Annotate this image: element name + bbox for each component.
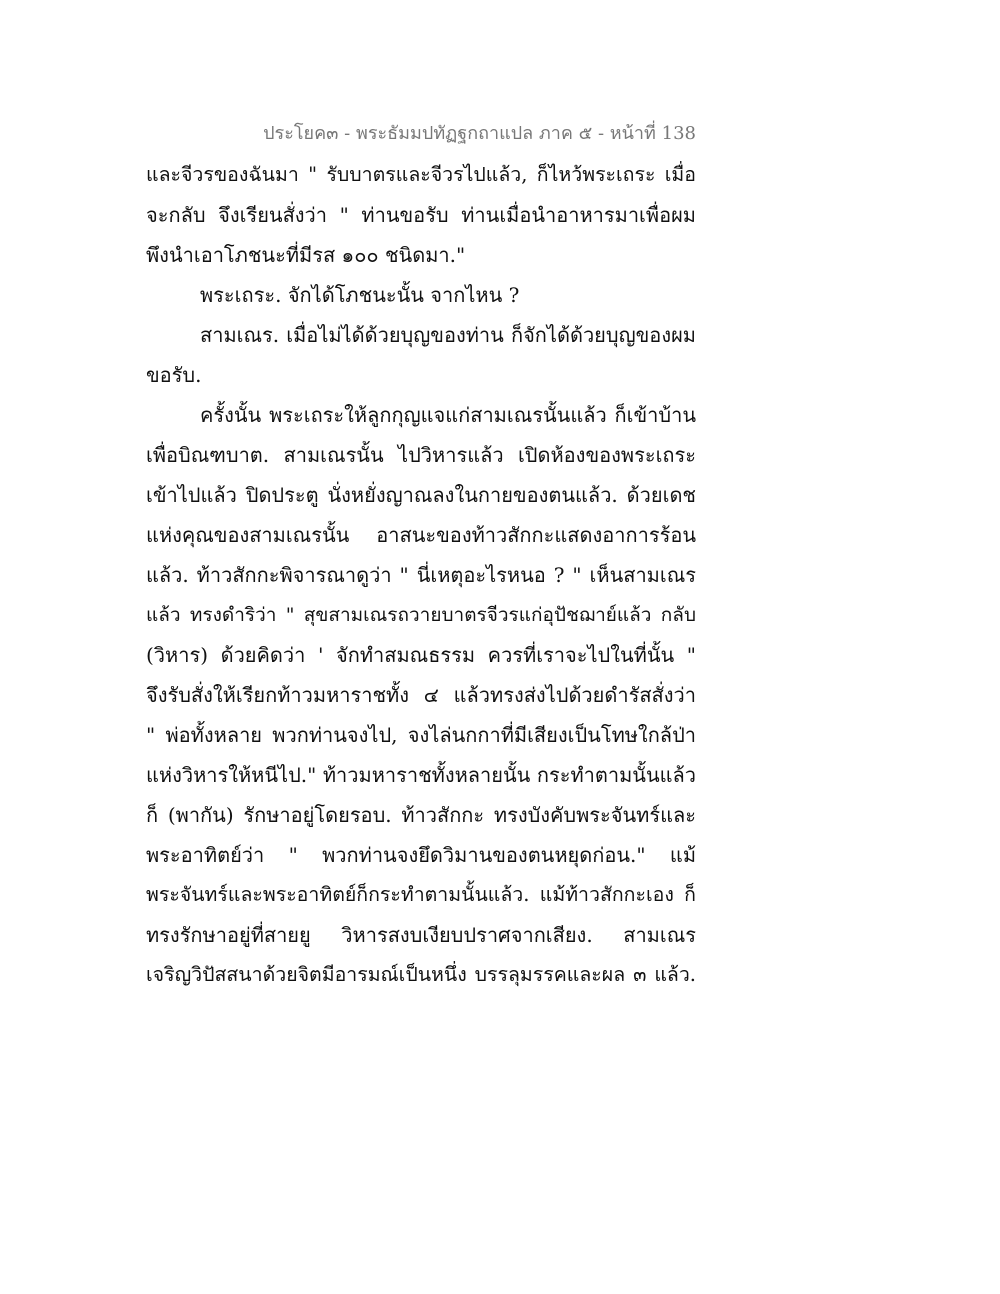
text-line: แห่งวิหารให้หนีไป." ท้าวมหาราชทั้งหลายนั้น กระทำตามนั้นแล้ว (146, 763, 696, 787)
body-text (146, 155, 696, 995)
text-line: จะกลับ จึงเรียนสั่งว่า " ท่านขอรับ ท่านเมื่อนำอาหารมาเพื่อผม (146, 203, 696, 227)
text-line: ครั้งนั้น พระเถระให้ลูกกุญแจแก่สามเณรนั้นแล้ว ก็เข้าบ้าน (200, 403, 696, 427)
text-line: " พ่อทั้งหลาย พวกท่านจงไป, จงไล่นกกาที่มีเสียงเป็นโทษใกล้ป่า (146, 723, 696, 747)
running-header: ประโยค๓ - พระธัมมปทัฏฐกถาแปล ภาค ๕ - หน้าที่ 138 (263, 123, 696, 144)
text-line: ทรงรักษาอยู่ที่สายยู วิหารสงบเงียบปราศจากเสียง. สามเณร (146, 923, 696, 947)
text-line: พระจันทร์และพระอาทิตย์ก็กระทำตามนั้นแล้ว. แม้ท้าวสักกะเอง ก็ (146, 883, 696, 906)
text-line: ก็ (พากัน) รักษาอยู่โดยรอบ. ท้าวสักกะ ทรงบังคับพระจันทร์และ (146, 803, 696, 827)
text-line: แห่งคุณของสามเณรนั้น อาสนะของท้าวสักกะแสดงอาการร้อน (146, 523, 696, 547)
text-line: พระเถระ. จักได้โภชนะนั้น จากไหน ? (200, 283, 520, 307)
text-line: แล้ว ทรงดำริว่า " สุขสามเณรถวายบาตรจีวรแก่อุปัชฌาย์แล้ว กลับ (146, 604, 696, 626)
text-line: จึงรับสั่งให้เรียกท้าวมหาราชทั้ง ๔ แล้วทรงส่งไปด้วยดำรัสสั่งว่า (146, 683, 696, 707)
text-line: เจริญวิปัสสนาด้วยจิตมีอารมณ์เป็นหนึ่ง บรรลุมรรคและผล ๓ แล้ว. (146, 963, 696, 986)
text-line: แล้ว. ท้าวสักกะพิจารณาดูว่า " นี่เหตุอะไรหนอ ? " เห็นสามเณร (146, 563, 696, 587)
text-line: สามเณร. เมื่อไม่ได้ด้วยบุญของท่าน ก็จักได้ด้วยบุญของผม (200, 323, 696, 347)
text-line: พึงนำเอาโภชนะที่มีรส ๑๐๐ ชนิดมา." (146, 243, 466, 267)
text-line: เพื่อบิณฑบาต. สามเณรนั้น ไปวิหารแล้ว เปิดห้องของพระเถระ (146, 443, 696, 467)
text-line: เข้าไปแล้ว ปิดประตู นั่งหยั่งญาณลงในกายของตนแล้ว. ด้วยเดช (146, 483, 696, 507)
text-line: ขอรับ. (146, 363, 202, 387)
text-line: และจีวรของฉันมา " รับบาตรและจีวรไปแล้ว, ก็ไหว้พระเถระ เมื่อ (146, 163, 696, 186)
text-line: พระอาทิตย์ว่า " พวกท่านจงยึดวิมานของตนหยุดก่อน." แม้ (146, 843, 696, 867)
text-line: (วิหาร) ด้วยคิดว่า ' จักทำสมณธรรม ควรที่เราจะไปในที่นั้น " (146, 643, 696, 667)
